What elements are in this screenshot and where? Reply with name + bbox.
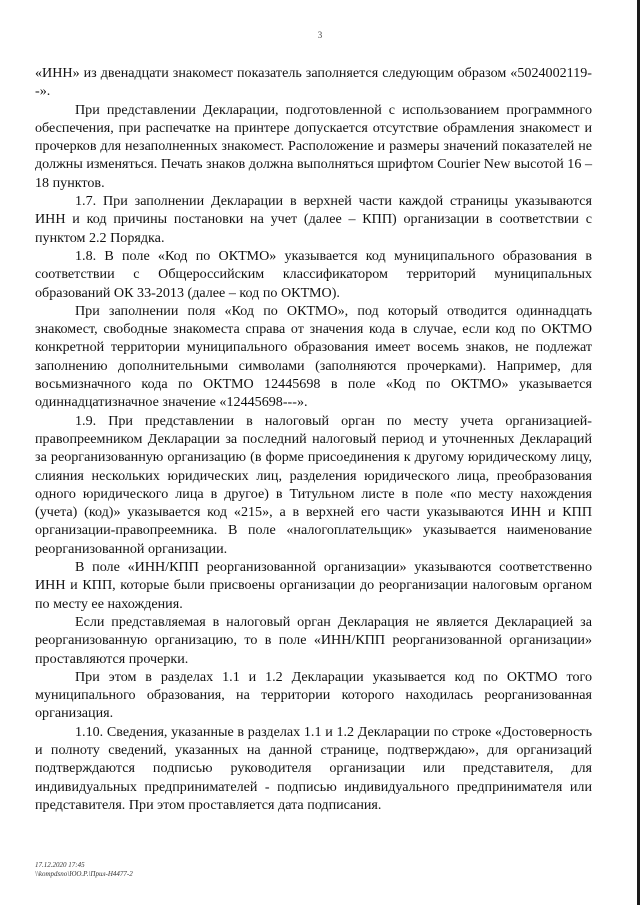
- paragraph-inn-format: «ИНН» из двенадцати знакомест показатель заполняется следующим образом «5024002119--».: [35, 65, 592, 100]
- paragraph-oktmo-fill: При заполнении поля «Код по ОКТМО», под который отводится одиннадцать знакомест, свободные знакоместа справа от значения кода в случае, если код по ОКТМО конкретной территории муниципального образования имеет восемь знаков, не подлежат заполнению дополнительными символами (заполняются прочерками). Например, для восьмизначного кода по ОКТМО 12445698 в поле «Код по ОКТМО» указывается одиннадцатизначное значение «12445698---».: [35, 302, 592, 411]
- footer-doc-ref: \\kompdsno\ЮО.Р.\Прил-Н4477-2: [35, 870, 133, 878]
- document-body: [35, 64, 592, 814]
- paragraph-1-8: 1.8. В поле «Код по ОКТМО» указывается код муниципального образования в соответствии с Общероссийским классификатором территорий муниципальных образований ОК 33-2013 (далее – код по ОКТМО).: [35, 247, 592, 301]
- paragraph-1-9: 1.9. При представлении в налоговый орган по месту учета организацией-правопреемником Декларации за последний налоговый период и уточненных Деклараций за реорганизованную организацию (в форме присоединения к другому юридическому лицу, слияния нескольких юридических лиц, разделения юридического лица, преобразования одного юридического лица в другое) в Титульном листе в поле «по месту нахождения (учета) (код)» указывается код «215», а в верхней его части указываются ИНН и КПП организации-правопреемника. В поле «налогоплательщик» указывается наименование реорганизованной организации.: [35, 412, 592, 557]
- paragraph-software-printing: При представлении Декларации, подготовленной с использованием программного обеспечения, при распечатке на принтере допускается отсутствие обрамления знакомест и прочерков для незаполненных знакомест. Расположение и размеры значений показателей не должны изменяться. Печать знаков должна выполняться шрифтом Courier New высотой 16 – 18 пунктов.: [35, 101, 592, 191]
- paragraph-1-7: 1.7. При заполнении Декларации в верхней части каждой страницы указываются ИНН и код причины постановки на учет (далее – КПП) организации в соответствии с пунктом 2.2 Порядка.: [35, 193, 592, 246]
- paragraph-oktmo-sections: При этом в разделах 1.1 и 1.2 Декларации указывается код по ОКТМО того муниципального образования, на территории которого находилась реорганизованная организация.: [35, 668, 592, 722]
- footer: [35, 861, 133, 879]
- footer-timestamp: 17.12.2020 17:45: [35, 861, 85, 869]
- page-number: 3: [317, 30, 323, 40]
- paragraph-reorg-inn-kpp: В поле «ИНН/КПП реорганизованной организации» указываются соответственно ИНН и КПП, которые были присвоены организации до реорганизации налоговым органом по месту ее нахождения.: [35, 559, 592, 612]
- paragraph-1-10: 1.10. Сведения, указанные в разделах 1.1 и 1.2 Декларации по строке «Достоверность и полноту сведений, указанных на данной странице, подтверждаю», для организаций подтверждаются подписью руководителя организации или представителя, для индивидуальных предпринимателей - подписью индивидуального предпринимателя или представителя. При этом проставляется дата подписания.: [35, 723, 592, 813]
- paragraph-non-reorg: Если представляемая в налоговый орган Декларация не является Декларацией за реорганизованную организацию, то в поле «ИНН/КПП реорганизованной организации» проставляются прочерки.: [35, 613, 592, 667]
